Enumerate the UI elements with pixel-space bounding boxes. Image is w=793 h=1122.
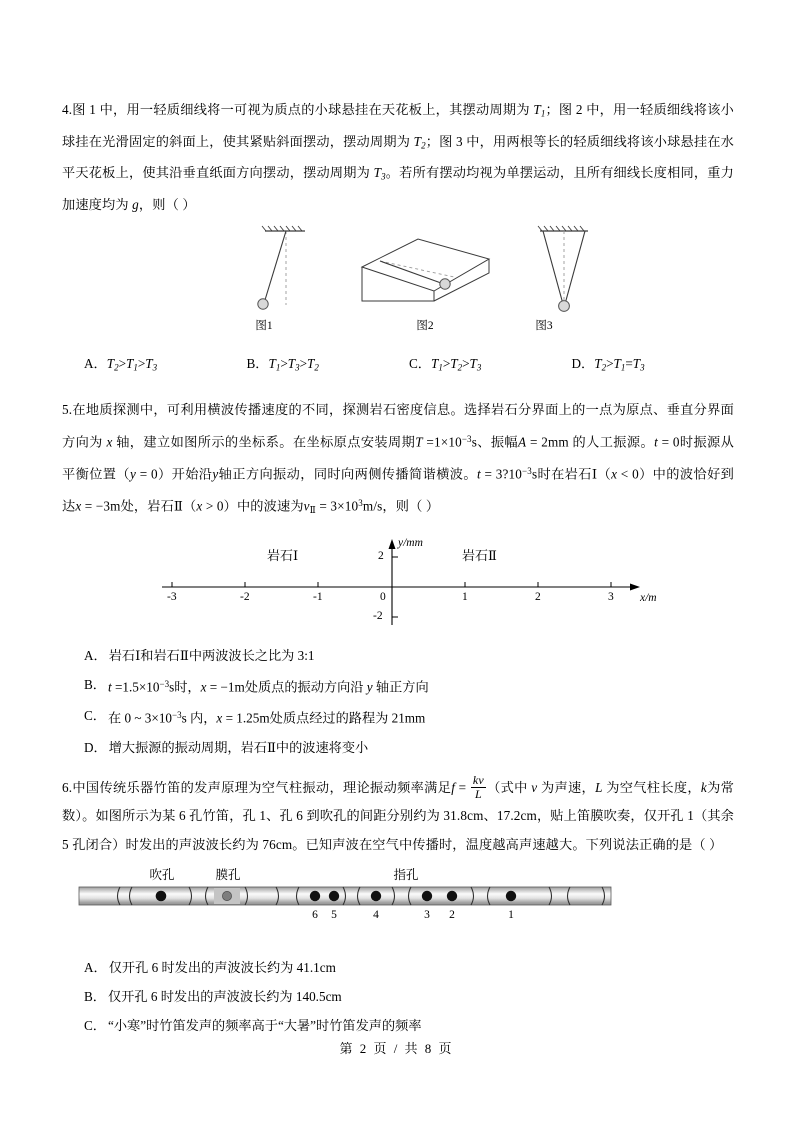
option-4-B[interactable]: B．$T_1>T_3>T_2$ bbox=[246, 355, 319, 373]
q5-line5b: = 0时振源从平衡位置（ bbox=[62, 434, 734, 482]
label-membrane-hole: 膜孔 bbox=[215, 868, 241, 883]
figure-caption-3: 图3 bbox=[535, 319, 553, 332]
option-4-C[interactable]: C．$T_1>T_2>T_3$ bbox=[409, 355, 482, 373]
q6-line3a: 为常数）。如图所示为某 6 孔竹笛，孔 1、孔 6 到吹孔的间距分别约为 31.8cm、17.2cm，贴上笛膜吹奏，仅开孔 1（其余 5 孔闭合）时发出的声波波长约为 76cm。已知声波在空气中传播时，温度越高声速越大。下列说法正确的是（ ） bbox=[62, 779, 734, 852]
q5-line6-exp: −3 bbox=[522, 465, 532, 476]
finger-hole-2 bbox=[447, 891, 457, 901]
hole-number-1: 1 bbox=[508, 909, 514, 922]
question-6-options bbox=[62, 953, 734, 1040]
finger-hole-5 bbox=[329, 891, 339, 901]
q6-symbol-L: L bbox=[595, 779, 603, 795]
xtick-label-2: 2 bbox=[535, 590, 541, 603]
xtick-label--2: -2 bbox=[240, 590, 250, 603]
option-5-A[interactable] bbox=[62, 641, 734, 670]
y-axis-arrow bbox=[389, 539, 396, 549]
figure-2-incline bbox=[362, 239, 489, 301]
q5-line6g: m/s，则（ ） bbox=[362, 498, 440, 514]
option-4-B-label: B． bbox=[246, 355, 269, 371]
finger-hole-4 bbox=[371, 891, 381, 901]
option-5-D-text: 增大振源的振动周期，岩石Ⅱ中的波速将变小 bbox=[108, 739, 369, 755]
q6-frac-denominator: L bbox=[474, 786, 482, 801]
hole-number-2: 2 bbox=[449, 909, 455, 922]
option-5-B[interactable] bbox=[62, 670, 734, 702]
option-6-A[interactable] bbox=[62, 953, 734, 982]
q5-amp-val: = 2mm bbox=[526, 434, 569, 450]
q5-y-symbol-2: y bbox=[212, 466, 219, 482]
option-4-C-label: C． bbox=[409, 355, 431, 371]
q5-period-exp: −3 bbox=[461, 433, 472, 444]
figure-caption-1: 图1 bbox=[255, 319, 273, 332]
ytick-label-2: 2 bbox=[378, 549, 384, 562]
q6-line2a: （式中 bbox=[486, 779, 532, 795]
option-5-A-label: A． bbox=[84, 647, 107, 663]
annotation-rock-2: 岩石Ⅱ bbox=[462, 547, 497, 563]
x-axis-arrow bbox=[630, 583, 640, 590]
q4-part1: 4.图 1 中，用一轻质细线将一可视为质点的小球悬挂在天花板上，其摆动周期为 bbox=[62, 102, 534, 117]
option-5-C-label: C． bbox=[84, 708, 106, 724]
q5-x-symbol: x bbox=[611, 466, 618, 482]
q5-line3: 、振幅 bbox=[477, 434, 519, 450]
q5-line5d: 轴正方向振动，同时向两侧传播简谐横波。 bbox=[218, 466, 477, 482]
q5-v-symbol: v bbox=[303, 498, 310, 514]
option-4-D[interactable]: D．$T_2>T_1=T_3$ bbox=[571, 355, 645, 373]
hole-number-6: 6 bbox=[312, 909, 318, 922]
question-5-text bbox=[62, 396, 734, 525]
figure-1-pendulum bbox=[258, 226, 305, 309]
q5-x-symbol-2: x bbox=[75, 498, 82, 514]
q5-line6a: = 3?10 bbox=[480, 466, 523, 482]
ytick-label--2: -2 bbox=[373, 609, 383, 622]
finger-hole-3 bbox=[422, 891, 432, 901]
q6-line1: 6.中国传统乐器竹笛的发声原理为空气柱振动，理论振动频率满足 bbox=[62, 779, 452, 795]
q4-symbol-T2: T bbox=[413, 133, 422, 149]
question-5-options bbox=[62, 641, 734, 762]
option-5-C[interactable] bbox=[62, 701, 734, 733]
option-6-A-text: 仅开孔 6 时发出的声波波长约为 41.1cm bbox=[108, 960, 336, 976]
question-4-options bbox=[62, 349, 734, 383]
q6-frac-numerator: kv bbox=[472, 772, 484, 787]
q4-symbol-T3-sub: 3 bbox=[381, 171, 386, 182]
x-axis-title: x/m bbox=[640, 591, 657, 604]
q4-symbol-T1-sub: 1 bbox=[540, 108, 546, 119]
q5-t-symbol: t bbox=[654, 434, 658, 450]
label-blow-hole: 吹孔 bbox=[149, 868, 175, 883]
hole-number-3: 3 bbox=[424, 909, 430, 922]
option-4-A-label: A． bbox=[84, 355, 107, 371]
q6-line2b: 为声速， bbox=[537, 779, 596, 795]
q5-period-unit: s bbox=[471, 434, 477, 450]
xtick-label-3: 3 bbox=[608, 590, 614, 603]
q5-line5c: = 0）开始沿 bbox=[136, 466, 213, 482]
annotation-rock-1: 岩石Ⅰ bbox=[267, 547, 299, 563]
q5-y-symbol: y bbox=[129, 466, 136, 482]
q5-line4: 的人工振源。 bbox=[568, 434, 655, 450]
q5-line1: 5.在地质探测中，可利用横波传播速度的不同，探测岩石密度信息。选择岩石分界面上的一点为原点、垂直分界面方向为 bbox=[62, 402, 734, 450]
q6-frac bbox=[471, 774, 486, 800]
q4-part3: ；图 3 中，用两根等长的轻质细线将该小球悬挂在水平天花板上，使其沿垂直纸面方向摆动，摆动周期为 bbox=[62, 133, 734, 181]
finger-hole-6 bbox=[310, 891, 320, 901]
q5-v-subscript: Ⅱ bbox=[309, 505, 316, 516]
q5-line6-exp2: 3 bbox=[358, 497, 363, 508]
option-5-D[interactable] bbox=[62, 733, 734, 762]
blow-hole bbox=[156, 891, 167, 902]
q5-x-axis: x bbox=[106, 434, 113, 450]
q4-symbol-T1: T bbox=[533, 102, 541, 117]
option-6-C[interactable] bbox=[62, 1011, 734, 1040]
xtick-label-0: 0 bbox=[380, 590, 386, 603]
wave-axes-figure bbox=[62, 529, 734, 633]
finger-hole-1 bbox=[506, 891, 516, 901]
q4-symbol-g: g bbox=[132, 196, 139, 212]
q5-period-val: =1×10 bbox=[422, 434, 462, 450]
option-6-B[interactable] bbox=[62, 982, 734, 1011]
q5-period-T: T bbox=[415, 434, 423, 450]
q5-line6b: s时在岩石Ⅰ（ bbox=[531, 466, 612, 482]
flute-figure-group bbox=[62, 865, 734, 943]
question-6-text bbox=[62, 774, 734, 860]
figure-3-bifilar bbox=[538, 226, 588, 311]
q4-symbol-T3: T bbox=[373, 165, 382, 181]
option-5-A-text: 岩石Ⅰ和岩石Ⅱ中两波波长之比为 3:1 bbox=[108, 647, 315, 663]
pendulum-figure-group bbox=[62, 225, 734, 333]
hole-number-4: 4 bbox=[373, 909, 379, 922]
page-footer: 第 2 页 / 共 8 页 bbox=[339, 1041, 454, 1056]
membrane-hole bbox=[222, 892, 231, 901]
q5-x-symbol-3: x bbox=[196, 498, 203, 514]
xtick-label--3: -3 bbox=[167, 590, 177, 603]
option-4-D-label: D． bbox=[571, 355, 595, 371]
question-4-text bbox=[62, 96, 734, 219]
option-5-B-label: B． bbox=[84, 676, 106, 692]
xtick-label--1: -1 bbox=[313, 590, 323, 603]
option-6-C-label: C． bbox=[84, 1018, 106, 1034]
option-5-C-text: 在 0 ~ $3\times 10^{-3}s$ 内，x = 1.25m处质点经过的路程为 21mm bbox=[107, 710, 426, 726]
q5-amp-A: A bbox=[518, 434, 527, 450]
page-content bbox=[62, 96, 734, 1040]
q5-line6e: > 0）中的波速为 bbox=[202, 498, 304, 514]
option-6-C-text: “小寒”时竹笛发声的频率高于“大暑”时竹笛发声的频率 bbox=[107, 1018, 422, 1034]
q5-line6c: < 0）中的波恰好到达 bbox=[62, 466, 735, 514]
q5-line6f: = 3×10 bbox=[315, 498, 359, 514]
option-5-B-text: $t =1.5\times 10^{-3}s$时，x = −1m处质点的振动方向沿 y 轴正方向 bbox=[107, 678, 429, 695]
q6-symbol-k: k bbox=[700, 779, 707, 795]
q5-t-symbol-2: t bbox=[476, 466, 481, 482]
q4-symbol-T2-sub: 2 bbox=[421, 140, 426, 151]
y-axis-title: y/mm bbox=[398, 536, 423, 549]
xtick-label-1: 1 bbox=[462, 590, 468, 603]
pendulum-svg bbox=[62, 225, 734, 317]
q4-part2: ；图 2 中，用一轻质细线将该小球挂在光滑固定的斜面上，使其紧贴斜面摆动，摆动周期为 bbox=[62, 102, 734, 149]
q6-line2c: 为空气柱长度， bbox=[602, 779, 701, 795]
q6-formula-eq: = bbox=[455, 779, 470, 795]
q6-formula-f: f bbox=[451, 779, 456, 795]
option-6-B-label: B． bbox=[84, 989, 106, 1005]
option-5-D-label: D． bbox=[84, 739, 107, 755]
hole-number-5: 5 bbox=[331, 909, 337, 922]
q4-part5: ，则（ ） bbox=[138, 196, 196, 212]
option-4-A[interactable]: A．$T_2>T_1>T_3$ bbox=[84, 355, 158, 373]
q4-part4: 。若所有摆动均视为单摆运动，且所有细线长度相同，重力加速度均为 bbox=[62, 165, 734, 212]
q5-line6d: = −3m处，岩石Ⅱ（ bbox=[81, 498, 197, 514]
q5-line2: 轴，建立如图所示的坐标系。在坐标原点安装周期 bbox=[112, 434, 416, 450]
q6-symbol-v: v bbox=[531, 779, 538, 795]
label-finger-holes: 指孔 bbox=[393, 868, 419, 883]
option-6-B-text: 仅开孔 6 时发出的声波波长约为 140.5cm bbox=[107, 989, 342, 1005]
figure-caption-2: 图2 bbox=[416, 319, 434, 332]
option-6-A-label: A． bbox=[84, 960, 107, 976]
